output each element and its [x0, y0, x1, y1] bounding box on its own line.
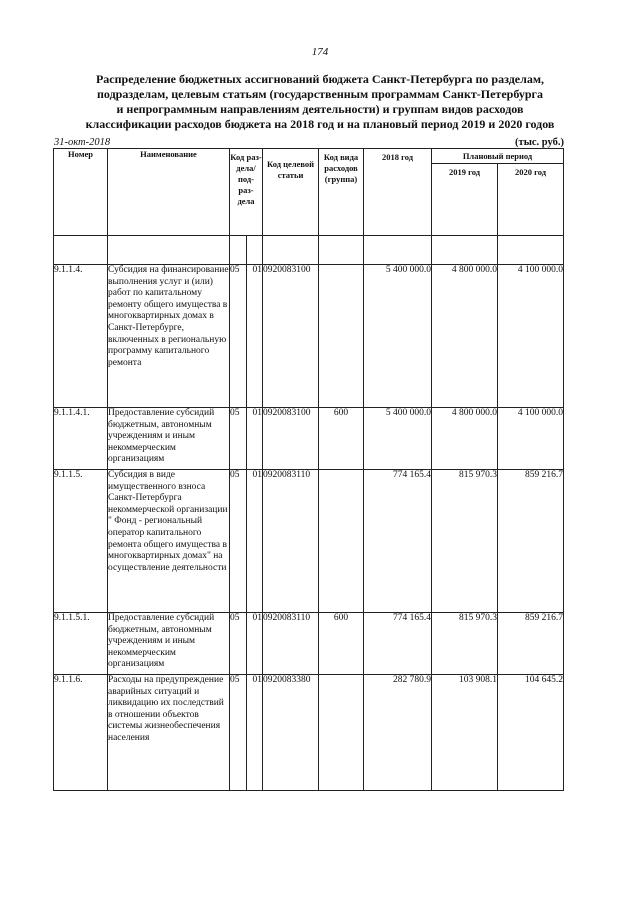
- row-number: 9.1.1.4.1.: [54, 408, 108, 470]
- row-group-code: [319, 675, 364, 791]
- header-2020: 2020 год: [498, 164, 564, 236]
- title-line: и непрограммным направлениям деятельности) и группам видов расходов: [116, 102, 524, 116]
- page-number: 174: [311, 46, 329, 58]
- row-amount-2020: 859 216.7: [498, 470, 564, 613]
- row-section: 05: [230, 408, 247, 470]
- row-number: 9.1.1.5.: [54, 470, 108, 613]
- row-subsection: 01: [247, 265, 263, 408]
- row-section: 05: [230, 470, 247, 613]
- header-group: Код вида расходов (группа): [319, 149, 364, 236]
- row-amount-2019: 815 970.3: [432, 470, 498, 613]
- row-name: Субсидия на финансирование выполнения услуг и (или) работ по капитальному ремонту общего имущества в многоквартирных домах в Санкт-Петербурге, включенных в региональную программу капитального ремонта: [108, 265, 230, 408]
- row-section: 05: [230, 613, 247, 675]
- header-target: Код целевой статьи: [263, 149, 319, 236]
- row-amount-2018: 282 780.9: [364, 675, 432, 791]
- title-line: классификации расходов бюджета на 2018 год и на плановый период 2019 и 2020 годов: [85, 117, 555, 131]
- row-target-code: 0920083110: [263, 470, 319, 613]
- header-name: Наименование: [108, 149, 230, 236]
- row-number: 9.1.1.5.1.: [54, 613, 108, 675]
- row-name: Предоставление субсидий бюджетным, автономным учреждениям и иным некоммерческим организациям: [108, 613, 230, 675]
- row-subsection: 01: [247, 613, 263, 675]
- table-row: [54, 675, 564, 791]
- units-label: (тыс. руб.): [515, 137, 564, 148]
- table-row: [54, 265, 564, 408]
- row-group-code: 600: [319, 408, 364, 470]
- title-line: подразделам, целевым статьям (государственным программам Санкт-Петербурга: [97, 87, 543, 101]
- header-planned-period: Плановый период: [432, 149, 564, 164]
- row-amount-2020: 4 100 000.0: [498, 408, 564, 470]
- row-amount-2019: 815 970.3: [432, 613, 498, 675]
- budget-table: [53, 148, 564, 791]
- row-subsection: 01: [247, 675, 263, 791]
- row-name: Предоставление субсидий бюджетным, автономным учреждениям и иным некоммерческим организациям: [108, 408, 230, 470]
- row-amount-2019: 4 800 000.0: [432, 408, 498, 470]
- row-group-code: [319, 265, 364, 408]
- row-subsection: 01: [247, 408, 263, 470]
- row-name: Субсидия в виде имущественного взноса Санкт-Петербурга некоммерческой организации " Фонд - региональный оператор капитального ремонта общего имущества в многоквартирных домах" на осуществление деятельности: [108, 470, 230, 613]
- table-row: [54, 408, 564, 470]
- row-target-code: 0920083380: [263, 675, 319, 791]
- document-title: [40, 72, 600, 132]
- row-group-code: 600: [319, 613, 364, 675]
- row-target-code: 0920083100: [263, 408, 319, 470]
- row-section: 05: [230, 265, 247, 408]
- header-2019: 2019 год: [432, 164, 498, 236]
- row-amount-2018: 774 165.4: [364, 470, 432, 613]
- title-line: Распределение бюджетных ассигнований бюджета Санкт-Петербурга по разделам,: [95, 72, 545, 86]
- header-2018: 2018 год: [364, 149, 432, 236]
- table-spacer-row: [54, 236, 564, 265]
- row-amount-2020: 859 216.7: [498, 613, 564, 675]
- table-row: [54, 613, 564, 675]
- row-target-code: 0920083110: [263, 613, 319, 675]
- document-date: 31-окт-2018: [54, 137, 111, 148]
- row-amount-2020: 104 645.2: [498, 675, 564, 791]
- row-amount-2019: 4 800 000.0: [432, 265, 498, 408]
- row-subsection: 01: [247, 470, 263, 613]
- row-number: 9.1.1.6.: [54, 675, 108, 791]
- header-section: Код раз- дела/ под- раз- дела: [230, 149, 263, 236]
- row-number: 9.1.1.4.: [54, 265, 108, 408]
- table-row: [54, 470, 564, 613]
- header-number: Номер: [54, 149, 108, 236]
- row-group-code: [319, 470, 364, 613]
- row-amount-2018: 774 165.4: [364, 613, 432, 675]
- row-amount-2020: 4 100 000.0: [498, 265, 564, 408]
- row-amount-2018: 5 400 000.0: [364, 265, 432, 408]
- row-section: 05: [230, 675, 247, 791]
- row-target-code: 0920083100: [263, 265, 319, 408]
- row-name: Расходы на предупреждение аварийных ситуаций и ликвидацию их последствий в отношении объектов системы жизнеобеспечения населения: [108, 675, 230, 791]
- row-amount-2019: 103 908.1: [432, 675, 498, 791]
- row-amount-2018: 5 400 000.0: [364, 408, 432, 470]
